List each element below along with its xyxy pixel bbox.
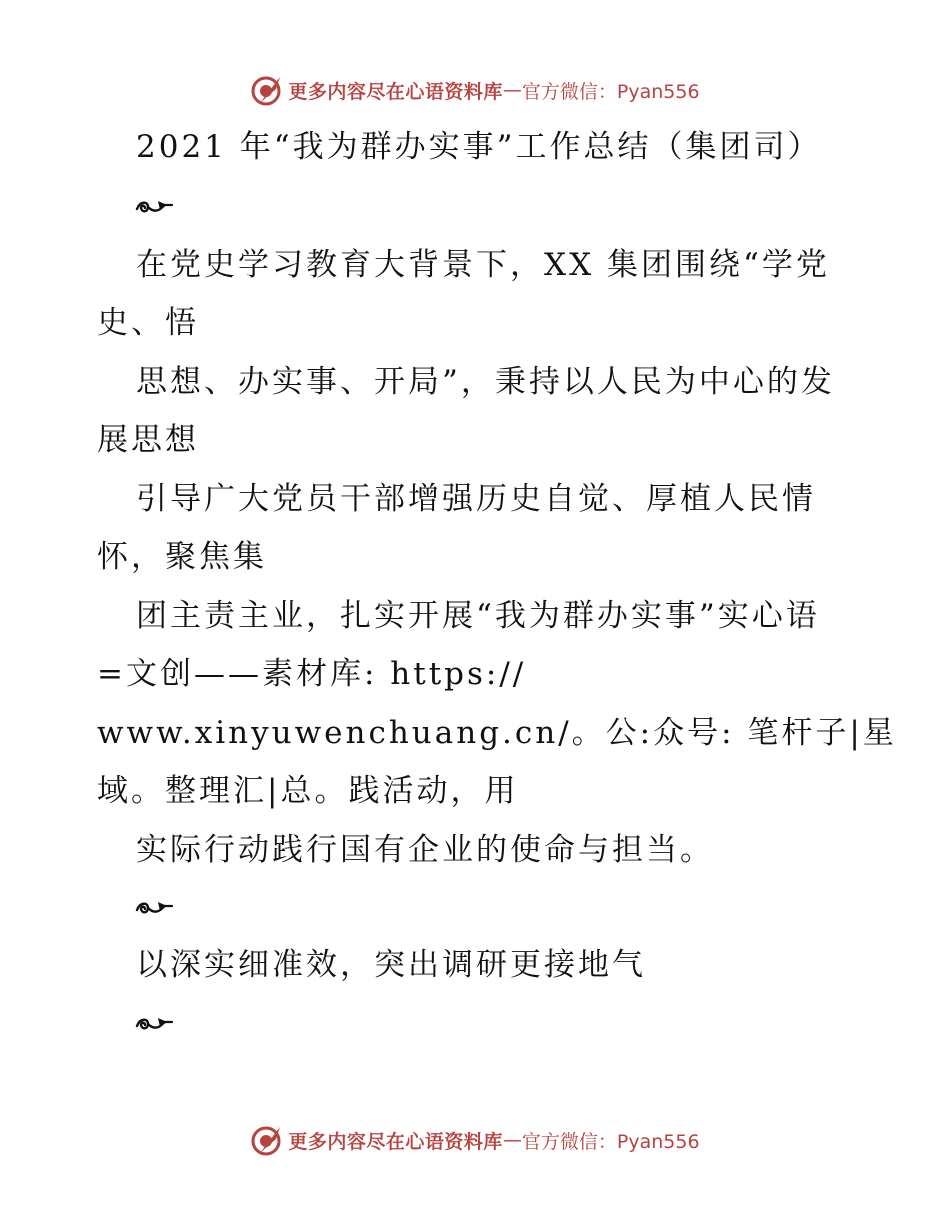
banner-wechat-text: 官方微信：Pyan556 <box>521 80 700 103</box>
banner-wechat-text: 官方微信：Pyan556 <box>521 1130 700 1153</box>
paragraph-line: 思想、办实事、开局”，秉持以人民为中心的发 <box>136 364 835 400</box>
banner-separator: — <box>502 1129 522 1151</box>
paragraph-line: www.xinyuwenchuang.cn/。公:众号: 笔杆子|星 <box>97 715 897 751</box>
paragraph-line: 团主责主业，扎实开展“我为群办实事”实心语 <box>136 598 820 634</box>
section-heading: 以深实细准效，突出调研更接地气 <box>136 947 646 983</box>
quill-seal-icon <box>250 1123 284 1157</box>
banner-library-text: 更多内容尽在心语资料库 <box>288 1130 503 1153</box>
document-title: 2021 年“我为群办实事”工作总结（集团司） <box>136 129 822 165</box>
paragraph-line: 在党史学习教育大背景下，XX 集团围绕“学党 <box>136 247 830 283</box>
footer-banner <box>0 1120 950 1160</box>
paragraph-line: 展思想 <box>97 422 199 458</box>
quill-seal-icon <box>250 73 284 107</box>
paragraph-line: =文创——素材库: https:// <box>97 656 527 692</box>
paragraph-line: 引导广大党员干部增强历史自觉、厚植人民情 <box>136 481 816 517</box>
paragraph-line: 史、悟 <box>97 305 199 341</box>
flourish-icon <box>134 898 174 918</box>
paragraph-line: 怀，聚焦集 <box>97 539 267 575</box>
flourish-icon <box>134 1014 174 1034</box>
banner-library-text: 更多内容尽在心语资料库 <box>288 80 503 103</box>
paragraph-line: 实际行动践行国有企业的使命与担当。 <box>136 832 714 868</box>
header-banner <box>0 70 950 110</box>
paragraph-line: 域。整理汇|总。践活动，用 <box>97 773 519 809</box>
banner-separator: — <box>502 79 522 101</box>
flourish-icon <box>134 197 174 217</box>
